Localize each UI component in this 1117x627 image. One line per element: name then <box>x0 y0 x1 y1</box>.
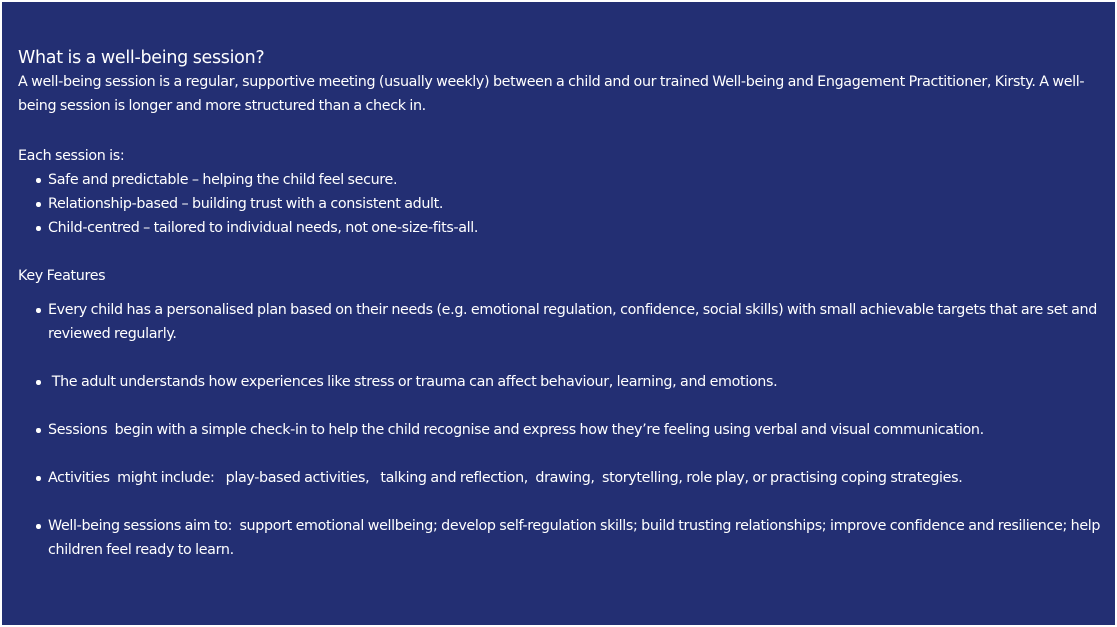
info-panel <box>2 2 1115 625</box>
list-item: Relationship-based – building trust with a consistent adult. <box>18 192 1103 216</box>
list-item: The adult understands how experiences like stress or trauma can affect behaviour, learning, and emotions. <box>18 370 1103 394</box>
list-item: Child-centred – tailored to individual needs, not one-size-fits-all. <box>18 216 1103 240</box>
key-features-list <box>18 298 1103 562</box>
list-item: Sessions begin with a simple check-in to help the child recognise and express how they’re feeling using verbal and visual communication. <box>18 418 1103 442</box>
page-title: What is a well-being session? <box>18 48 265 68</box>
session-points-list <box>18 168 1103 240</box>
list-item: Well-being sessions aim to: support emotional wellbeing; develop self-regulation skills; build trusting relationships; improve confidence and resilience; help children feel ready to learn. <box>18 514 1103 562</box>
list-item: Every child has a personalised plan based on their needs (e.g. emotional regulation, confidence, social skills) with small achievable targets that are set and reviewed regularly. <box>18 298 1103 346</box>
session-label: Each session is: <box>18 148 125 164</box>
intro-paragraph: A well-being session is a regular, supportive meeting (usually weekly) between a child and our trained Well-being and Engagement Practitioner, Kirsty. A well-being session is longer and more structured than a check in. <box>18 74 1085 114</box>
list-item: Safe and predictable – helping the child feel secure. <box>18 168 1103 192</box>
key-features-label: Key Features <box>18 268 106 284</box>
list-item: Activities might include: play-based activities, talking and reflection, drawing, storytelling, role play, or practising coping strategies. <box>18 466 1103 490</box>
